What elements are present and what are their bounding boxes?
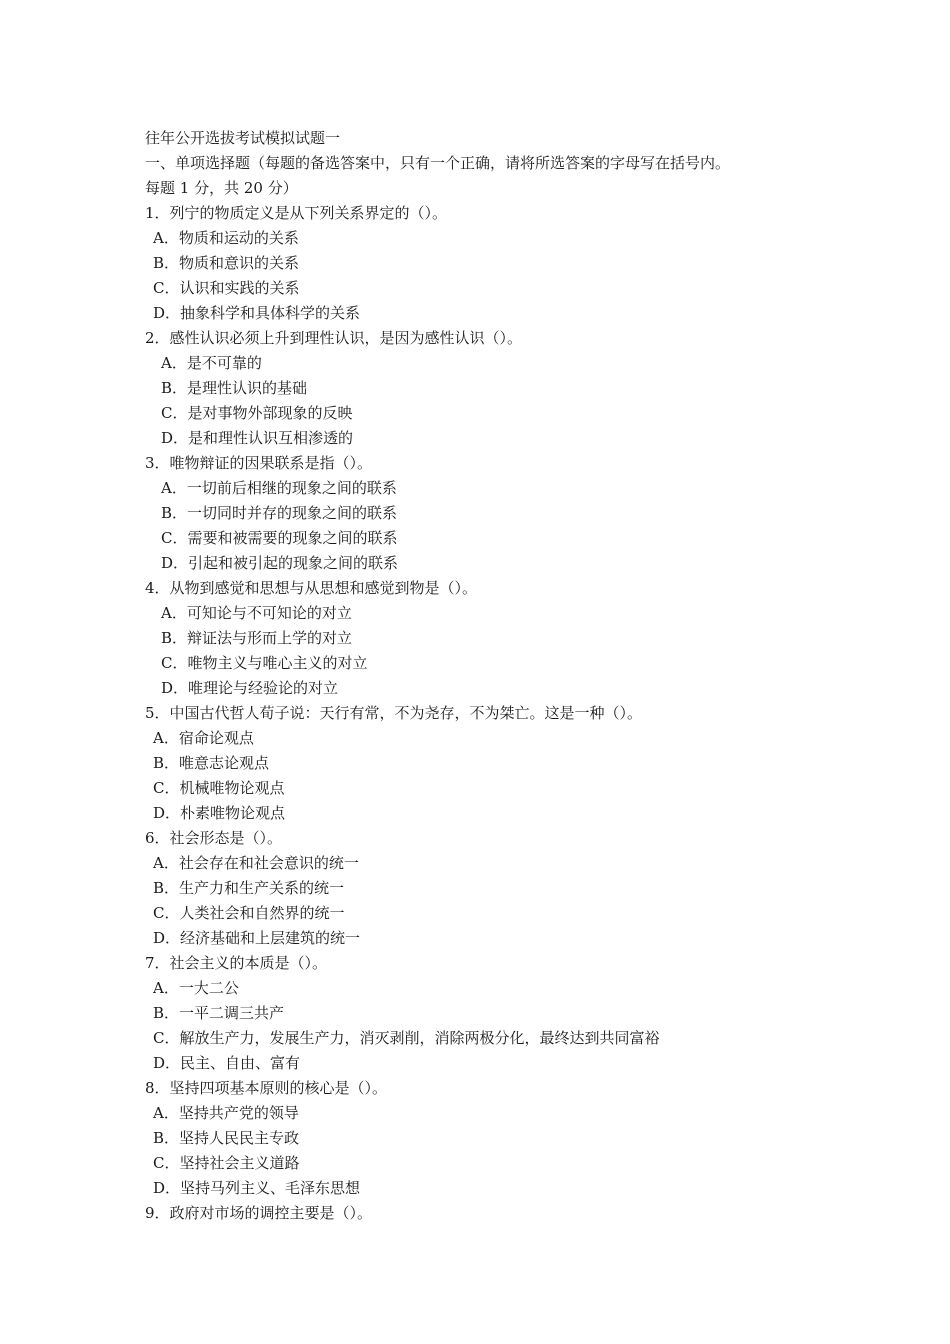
answer-option: D．朴素唯物论观点 bbox=[153, 804, 286, 822]
answer-option: A．宿命论观点 bbox=[153, 729, 254, 747]
answer-option: A．坚持共产党的领导 bbox=[153, 1104, 299, 1122]
answer-option: C．需要和被需要的现象之间的联系 bbox=[161, 529, 398, 547]
question-block bbox=[145, 201, 845, 326]
answer-option: B．物质和意识的关系 bbox=[153, 254, 300, 272]
answer-option: C．人类社会和自然界的统一 bbox=[153, 904, 345, 922]
answer-option: A．一切前后相继的现象之间的联系 bbox=[161, 479, 397, 497]
answer-option: B．唯意志论观点 bbox=[153, 754, 270, 772]
answer-option: A．一大二公 bbox=[153, 979, 239, 997]
question-block bbox=[145, 326, 845, 451]
answer-option: D．抽象科学和具体科学的关系 bbox=[153, 304, 361, 322]
question-stem: 4．从物到感觉和思想与从思想和感觉到物是（）。 bbox=[145, 579, 478, 597]
question-block bbox=[145, 951, 845, 1076]
question-stem: 7．社会主义的本质是（）。 bbox=[145, 954, 328, 972]
answer-option: B．辩证法与形而上学的对立 bbox=[161, 629, 353, 647]
answer-option: C．是对事物外部现象的反映 bbox=[161, 404, 353, 422]
answer-option: A．物质和运动的关系 bbox=[153, 229, 299, 247]
document-title: 往年公开选拔考试模拟试题一 bbox=[145, 129, 341, 147]
question-stem: 2．感性认识必须上升到理性认识，是因为感性认识（）。 bbox=[145, 329, 523, 347]
answer-option: D．坚持马列主义、毛泽东思想 bbox=[153, 1179, 361, 1197]
answer-option: D．经济基础和上层建筑的统一 bbox=[153, 929, 361, 947]
section-heading-line-2: 每题 1 分，共 20 分） bbox=[145, 179, 298, 197]
question-stem: 3．唯物辩证的因果联系是指（）。 bbox=[145, 454, 373, 472]
section-heading-line-1: 一、单项选择题（每题的备选答案中，只有一个正确，请将所选答案的字母写在括号内。 bbox=[145, 154, 731, 172]
question-block bbox=[145, 1201, 845, 1226]
answer-option: A．是不可靠的 bbox=[161, 354, 262, 372]
answer-option: B．一平二调三共产 bbox=[153, 1004, 285, 1022]
answer-option: C．机械唯物论观点 bbox=[153, 779, 285, 797]
question-list bbox=[145, 201, 845, 1226]
answer-option: D．民主、自由、富有 bbox=[153, 1054, 301, 1072]
document-content bbox=[145, 126, 845, 1226]
answer-option: D．唯理论与经验论的对立 bbox=[161, 679, 339, 697]
question-stem: 5．中国古代哲人荀子说：天行有常，不为尧存，不为桀亡。这是一种（）。 bbox=[145, 704, 643, 722]
question-block bbox=[145, 826, 845, 951]
question-block bbox=[145, 451, 845, 576]
question-stem: 8．坚持四项基本原则的核心是（）。 bbox=[145, 1079, 388, 1097]
answer-option: B．生产力和生产关系的统一 bbox=[153, 879, 345, 897]
answer-option: B．坚持人民民主专政 bbox=[153, 1129, 300, 1147]
answer-option: C．坚持社会主义道路 bbox=[153, 1154, 300, 1172]
answer-option: C．认识和实践的关系 bbox=[153, 279, 300, 297]
question-stem: 6．社会形态是（）。 bbox=[145, 829, 283, 847]
answer-option: A．社会存在和社会意识的统一 bbox=[153, 854, 359, 872]
answer-option: C．唯物主义与唯心主义的对立 bbox=[161, 654, 368, 672]
answer-option: B．是理性认识的基础 bbox=[161, 379, 308, 397]
answer-option: A．可知论与不可知论的对立 bbox=[161, 604, 352, 622]
question-block bbox=[145, 576, 845, 701]
question-stem: 9．政府对市场的调控主要是（）。 bbox=[145, 1204, 373, 1222]
answer-option: C．解放生产力，发展生产力，消灭剥削，消除两极分化，最终达到共同富裕 bbox=[153, 1029, 660, 1047]
answer-option: B．一切同时并存的现象之间的联系 bbox=[161, 504, 398, 522]
answer-option: D．引起和被引起的现象之间的联系 bbox=[161, 554, 399, 572]
question-stem: 1．列宁的物质定义是从下列关系界定的（）。 bbox=[145, 204, 448, 222]
question-block bbox=[145, 1076, 845, 1201]
question-block bbox=[145, 701, 845, 826]
answer-option: D．是和理性认识互相渗透的 bbox=[161, 429, 354, 447]
